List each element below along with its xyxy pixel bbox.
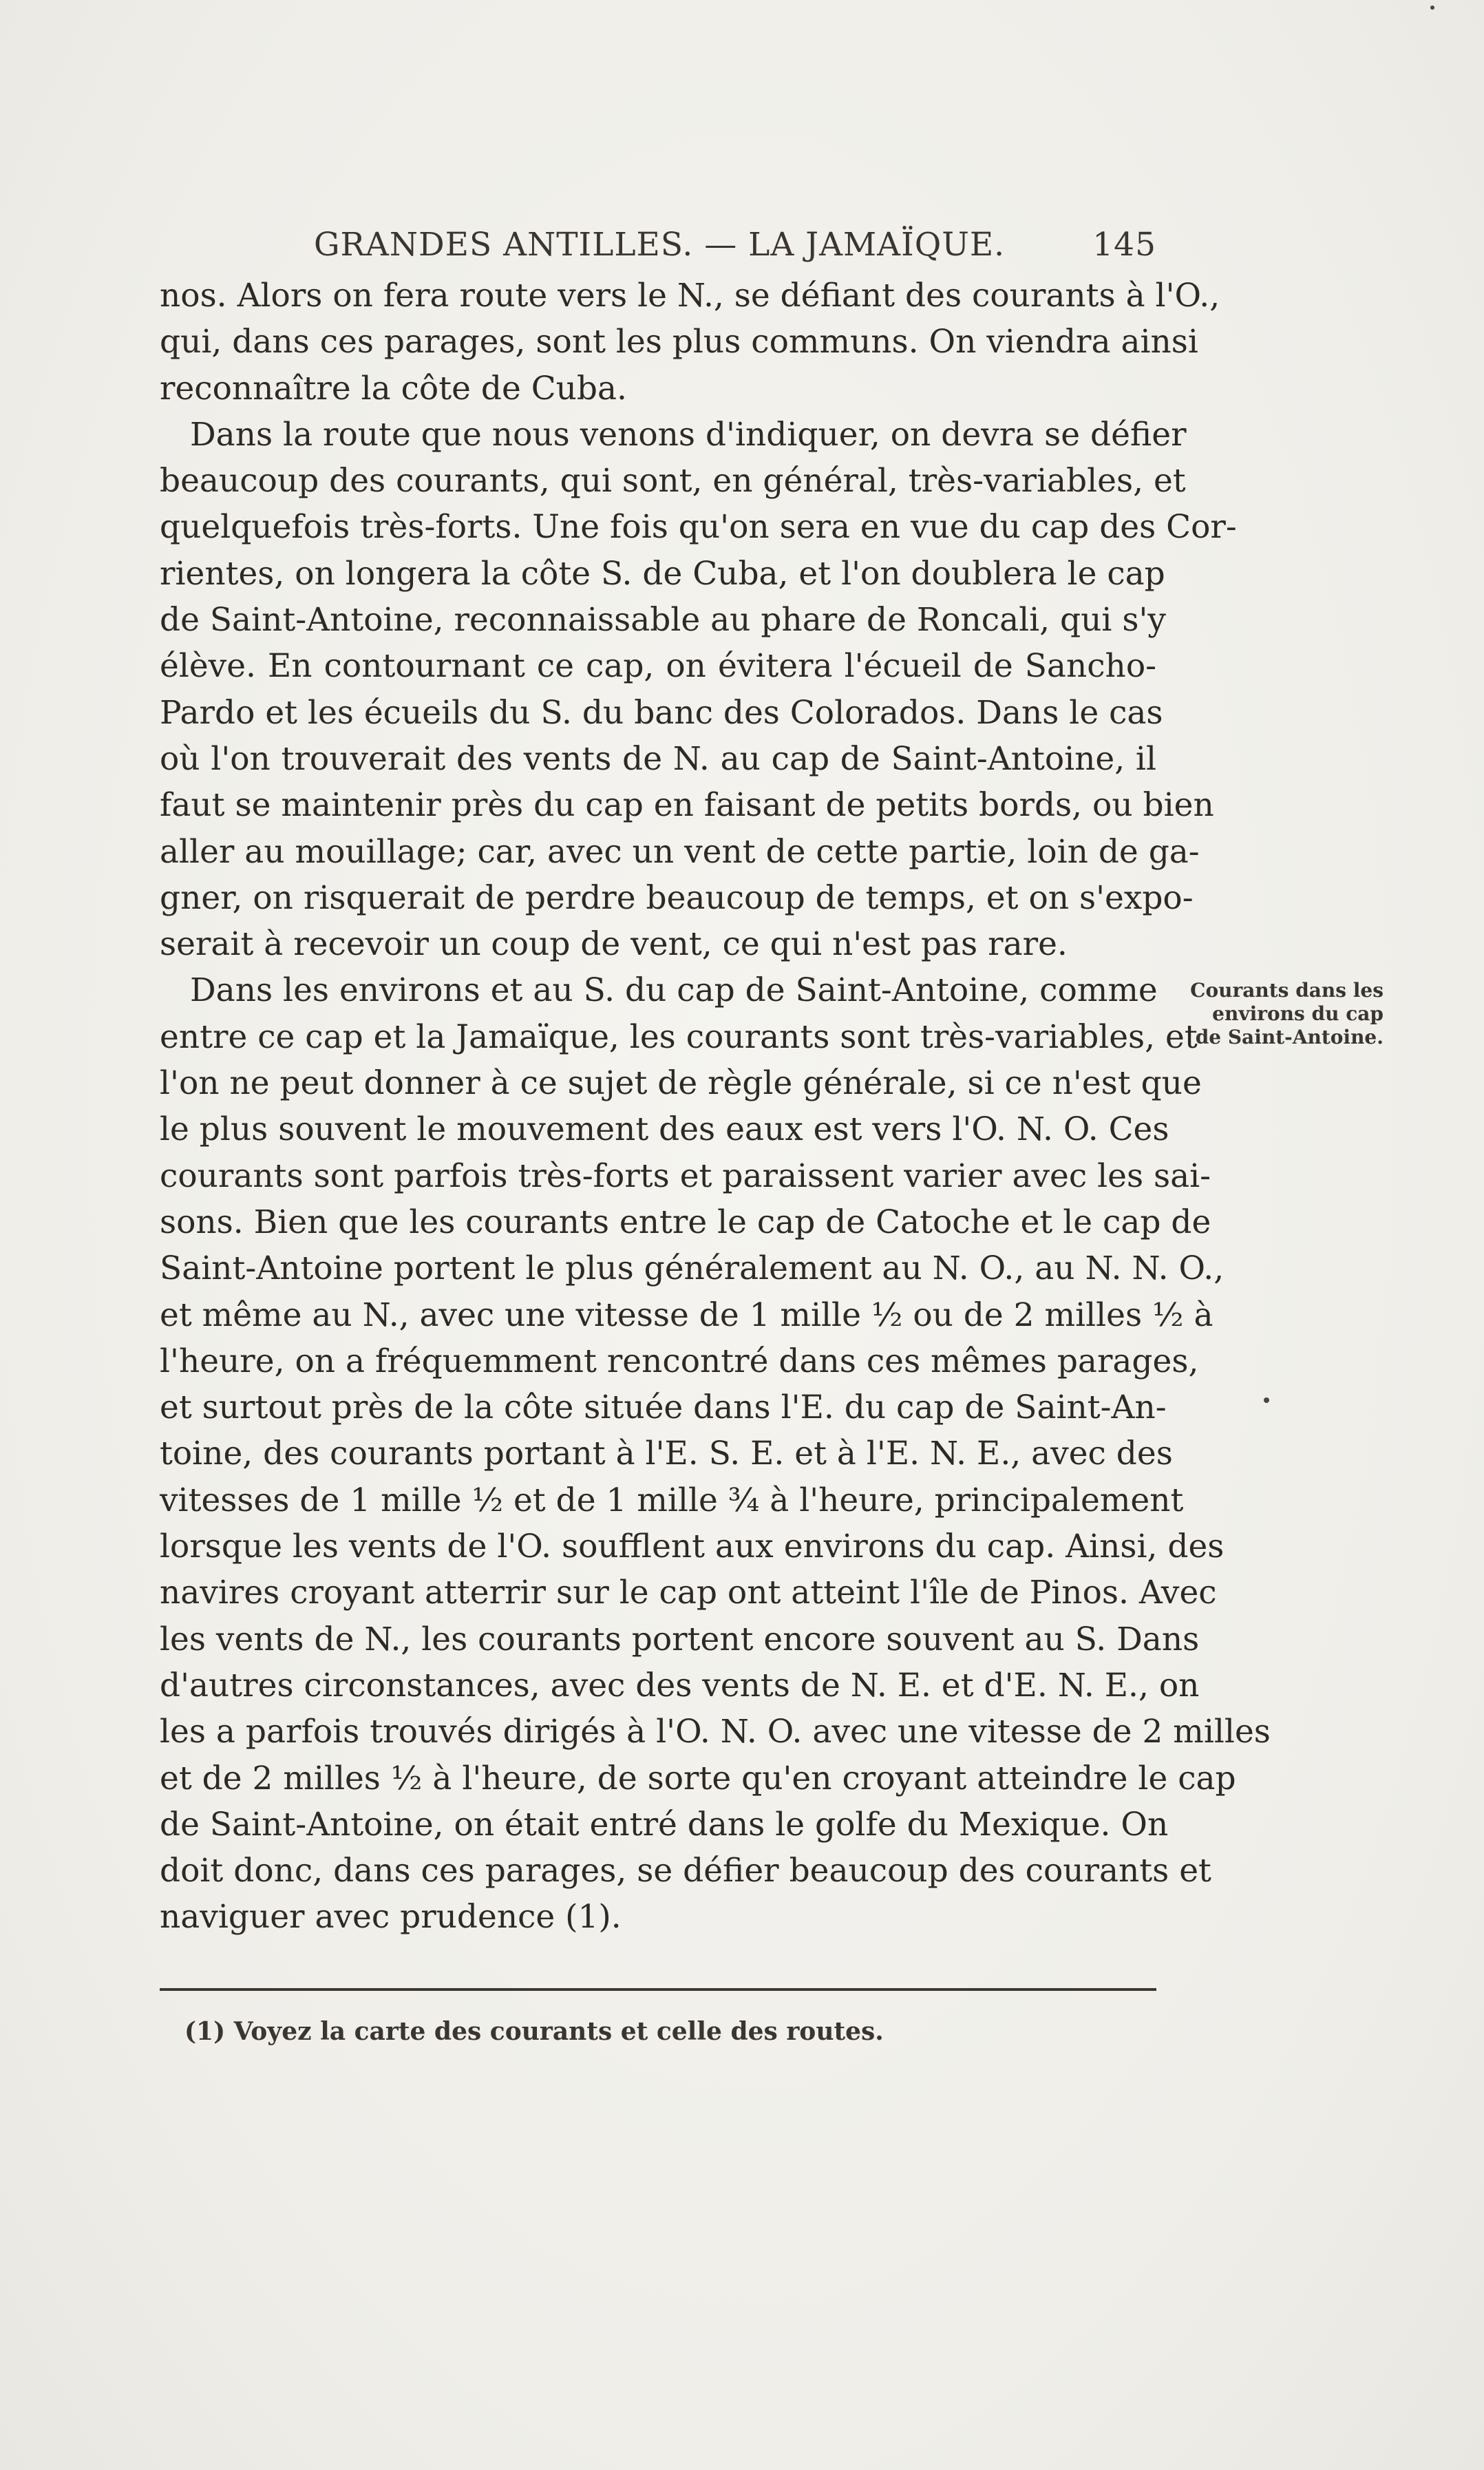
- text-line: faut se maintenir près du cap en faisant de petits bords, ou bien: [160, 786, 1214, 825]
- text-line: navires croyant atterrir sur le cap ont atteint l'île de Pinos. Avec: [160, 1574, 1217, 1612]
- text-line: et de 2 milles ½ à l'heure, de sorte qu'en croyant atteindre le cap: [160, 1759, 1236, 1797]
- text-line: Pardo et les écueils du S. du banc des Colorados. Dans le cas: [160, 693, 1163, 732]
- text-line: vitesses de 1 mille ½ et de 1 mille ¾ à l'heure, principalement: [160, 1481, 1184, 1519]
- ink-speck: [1264, 1397, 1269, 1403]
- text-line: lorsque les vents de l'O. soufflent aux environs du cap. Ainsi, des: [160, 1528, 1225, 1566]
- margin-note-line: environs du cap: [1212, 1002, 1384, 1025]
- text-line: de Saint-Antoine, reconnaissable au phare de Roncali, qui s'y: [160, 601, 1166, 640]
- text-line: les vents de N., les courants portent encore souvent au S. Dans: [160, 1620, 1200, 1658]
- text-line: toine, des courants portant à l'E. S. E. et à l'E. N. E., avec des: [160, 1435, 1173, 1473]
- text-line: de Saint-Antoine, on était entré dans le golfe du Mexique. On: [160, 1805, 1169, 1844]
- footnote: (1) Voyez la carte des courants et celle des routes.: [184, 2017, 884, 2046]
- text-line: d'autres circonstances, avec des vents de N. E. et d'E. N. E., on: [160, 1666, 1200, 1704]
- text-line: quelquefois très-forts. Une fois qu'on sera en vue du cap des Cor-: [160, 508, 1237, 547]
- text-line: courants sont parfois très-forts et paraissent varier avec les sai-: [160, 1157, 1211, 1195]
- page-header: [314, 226, 1156, 270]
- text-line: serait à recevoir un coup de vent, ce qui n'est pas rare.: [160, 925, 1068, 964]
- running-title: GRANDES ANTILLES. — LA JAMAÏQUE.: [314, 226, 1006, 264]
- text-line: le plus souvent le mouvement des eaux est vers l'O. N. O. Ces: [160, 1110, 1169, 1149]
- text-line: naviguer avec prudence (1).: [160, 1898, 622, 1936]
- margin-note: [1170, 979, 1384, 1049]
- text-line: reconnaître la côte de Cuba.: [160, 369, 627, 408]
- text-line: et même au N., avec une vitesse de 1 mille ½ ou de 2 milles ½ à: [160, 1296, 1213, 1334]
- body-text: [160, 273, 1271, 1941]
- text-line: où l'on trouverait des vents de N. au cap de Saint-Antoine, il: [160, 739, 1156, 778]
- text-line: élève. En contournant ce cap, on évitera l'écueil de Sancho-: [160, 647, 1156, 686]
- text-line: et surtout près de la côte située dans l'E. du cap de Saint-An-: [160, 1389, 1167, 1427]
- text-line: qui, dans ces parages, sont les plus communs. On viendra ainsi: [160, 323, 1198, 361]
- ink-speck: [1430, 6, 1434, 10]
- text-line: sons. Bien que les courants entre le cap de Catoche et le cap de: [160, 1203, 1211, 1241]
- text-line: nos. Alors on fera route vers le N., se défiant des courants à l'O.,: [160, 277, 1220, 315]
- text-line: Dans les environs et au S. du cap de Saint-Antoine, comme: [190, 971, 1158, 1010]
- text-line: beaucoup des courants, qui sont, en général, très-variables, et: [160, 462, 1186, 500]
- text-line: l'heure, on a fréquemment rencontré dans ces mêmes parages,: [160, 1342, 1199, 1380]
- text-line: les a parfois trouvés dirigés à l'O. N. O. avec une vitesse de 2 milles: [160, 1713, 1271, 1751]
- margin-note-line: de Saint-Antoine.: [1195, 1026, 1384, 1048]
- text-line: rientes, on longera la côte S. de Cuba, et l'on doublera le cap: [160, 554, 1165, 593]
- page-number: 145: [1092, 226, 1156, 264]
- text-line: aller au mouillage; car, avec un vent de cette partie, loin de ga-: [160, 832, 1200, 871]
- margin-note-line: Courants dans les: [1190, 979, 1384, 1002]
- text-line: Dans la route que nous venons d'indiquer, on devra se défier: [190, 415, 1187, 454]
- footnote-divider: [160, 1988, 1156, 1991]
- text-line: l'on ne peut donner à ce sujet de règle générale, si ce n'est que: [160, 1064, 1202, 1103]
- text-line: Saint-Antoine portent le plus généralement au N. O., au N. N. O.,: [160, 1249, 1225, 1288]
- text-line: gner, on risquerait de perdre beaucoup de temps, et on s'expo-: [160, 878, 1194, 917]
- text-line: entre ce cap et la Jamaïque, les courants sont très-variables, et: [160, 1017, 1198, 1056]
- text-line: doit donc, dans ces parages, se défier beaucoup des courants et: [160, 1852, 1211, 1890]
